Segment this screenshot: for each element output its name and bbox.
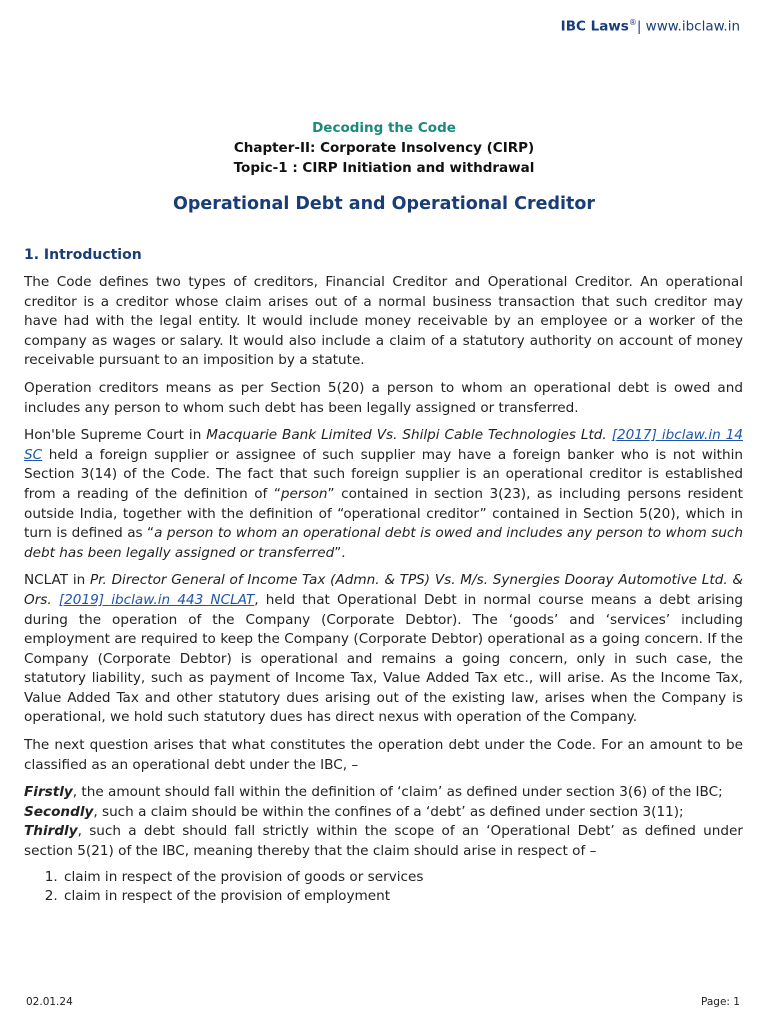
site-header bbox=[561, 18, 740, 35]
definition-quote: a person to whom an operational debt is owed and includes any person to whom such debt has been legally assigned or transferred bbox=[24, 525, 744, 561]
chapter-title: Chapter-II: Corporate Insolvency (CIRP) bbox=[233, 140, 535, 156]
paragraph-question: The next question arises that what constitutes the operation debt under the Code. For an amount to be classified as an operational debt under the IBC, – bbox=[24, 737, 743, 773]
paragraph-intro: The Code defines two types of creditors, Financial Creditor and Operational Creditor. An operational creditor is a creditor whose claim arises out of a normal business transaction that such creditor may have had with the legal entity. It would include money receivable by an employee or a worker of the company as wages or salary. It would also include a claim of a statutory authority on account of money receivable pursuant to an imposition by a statute. bbox=[24, 274, 743, 369]
registered-mark: ® bbox=[628, 18, 637, 27]
article-body bbox=[24, 246, 743, 907]
brand-name: IBC Laws bbox=[560, 18, 629, 35]
citation-link[interactable]: [2019] ibclaw.in 443 NCLAT bbox=[58, 591, 255, 608]
criterion-firstly: Firstly, the amount should fall within the definition of ‘claim’ as defined under section 3(6) of the IBC; bbox=[24, 784, 723, 801]
criterion-secondly: Secondly, such a claim should be within the confines of a ‘debt’ as defined under section 3(11); bbox=[24, 803, 684, 820]
claim-list bbox=[24, 868, 743, 907]
page-title: Operational Debt and Operational Creditor bbox=[172, 194, 596, 214]
footer-date: 02.01.24 bbox=[26, 996, 73, 1008]
list-item: 1. claim in respect of the provision of goods or services bbox=[62, 868, 743, 888]
case-name: Macquarie Bank Limited Vs. Shilpi Cable Technologies Ltd. bbox=[206, 427, 607, 444]
paragraph-supreme-court: Hon'ble Supreme Court in Macquarie Bank Limited Vs. Shilpi Cable Technologies Ltd. [2017] ibclaw.in 14 SC held a foreign supplier or assignee of such supplier may have a foreign banker who is not within Section 3(14) of the Code. The fact that such foreign supplier is an operational creditor is established from a reading of the definition of “person” contained in section 3(23), as including persons resident outside India, together with the definition of “operational creditor” contained in Section 5(20), which in turn is defined as “a person to whom an operational debt is owed and includes any person to whom such debt has been legally assigned or transferred”. bbox=[24, 427, 744, 561]
paragraph-definition: Operation creditors means as per Section 5(20) a person to whom an operational debt is owed and includes any person to whom such debt has been legally assigned or transferred. bbox=[24, 379, 743, 416]
defined-term: person bbox=[280, 485, 328, 502]
section-heading: 1. Introduction bbox=[24, 247, 142, 263]
site-url[interactable]: www.ibclaw.in bbox=[645, 18, 740, 35]
citation-link[interactable]: [2017] ibclaw.in 14 SC bbox=[24, 427, 743, 463]
series-kicker: Decoding the Code bbox=[312, 120, 456, 136]
paragraph-nclat: NCLAT in Pr. Director General of Income Tax (Admn. & TPS) Vs. M/s. Synergies Dooray Automotive Ltd. & Ors. [2019] ibclaw.in 443 NCLAT, held that Operational Debt in normal course means a debt arising during the operation of the Company (Corporate Debtor). The ‘goods’ and ‘services’ including employment are required to keep the Company (Corporate Debtor) operational as a going concern. If the Company (Corporate Debtor) is operational and remains a going concern, only in such case, the statutory liability, such as payment of Income Tax, Value Added Tax etc., will arise. As the Income Tax, Value Added Tax and other statutory dues arising out of the existing law, arises when the Company is operational, we hold such statutory dues has direct nexus with operation of the Company. bbox=[24, 572, 743, 726]
title-block bbox=[0, 120, 768, 214]
criterion-thirdly: Thirdly, such a debt should fall strictly within the scope of an ‘Operational Debt’ as defined under section 5(21) of the IBC, meaning thereby that the claim should arise in respect of – bbox=[24, 823, 743, 860]
case-name: Pr. Director General of Income Tax (Admn. & TPS) Vs. M/s. Synergies Dooray Automotive Ltd. & Ors. bbox=[24, 572, 743, 608]
page-number: Page: 1 bbox=[701, 996, 740, 1008]
list-item: 2. claim in respect of the provision of employment bbox=[62, 887, 743, 907]
topic-title: Topic-1 : CIRP Initiation and withdrawal bbox=[233, 160, 535, 176]
header-separator: | bbox=[636, 18, 646, 35]
